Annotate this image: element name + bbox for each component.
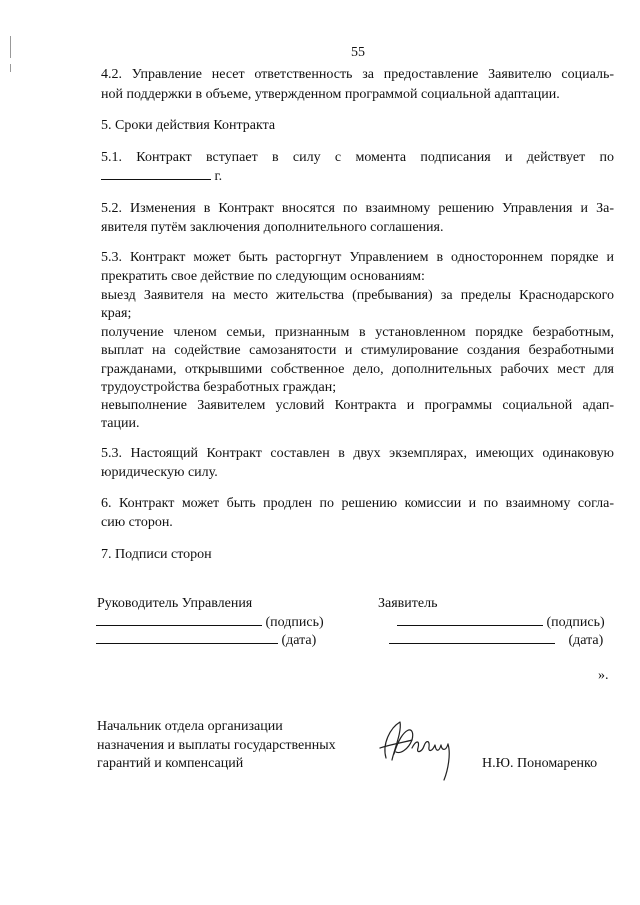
right-signature-blank bbox=[397, 613, 543, 626]
paragraph-5-1-line-2 bbox=[101, 167, 222, 185]
left-date-row bbox=[96, 631, 316, 649]
paragraph-5-3b-line-1: 5.3. Настоящий Контракт составлен в двух экземплярах, имеющих одинаковую bbox=[101, 446, 614, 461]
paragraph-5-3-line-3: выезд Заявителя на место жительства (пребывания) за пределы Краснодарского bbox=[101, 288, 614, 303]
paragraph-6-line-1: 6. Контракт может быть продлен по решению комиссии и по взаимному согла- bbox=[101, 496, 614, 511]
paragraph-4-2-line-1: 4.2. Управление несет ответственность за предоставление Заявителю социаль- bbox=[101, 67, 614, 82]
footer-position-line-2: назначения и выплаты государственных bbox=[97, 738, 336, 753]
paragraph-6-line-2: сию сторон. bbox=[101, 515, 173, 530]
right-date-row bbox=[389, 631, 603, 649]
left-date-label: (дата) bbox=[281, 633, 317, 648]
year-suffix: г. bbox=[214, 169, 223, 184]
paragraph-4-2-line-2: ной поддержки в объеме, утвержденном программой социальной адаптации. bbox=[101, 87, 560, 102]
left-signature-row bbox=[96, 613, 324, 631]
scan-edge-mark bbox=[10, 36, 11, 58]
paragraph-5-3-line-8: трудоустройства безработных граждан; bbox=[101, 380, 337, 395]
right-date-label: (дата) bbox=[568, 633, 604, 648]
left-signature-blank bbox=[96, 613, 262, 626]
right-date-blank bbox=[389, 631, 555, 644]
page-number: 55 bbox=[351, 45, 365, 60]
paragraph-5-3-line-2: прекратить свое действие по следующим основаниям: bbox=[101, 269, 425, 284]
scan-edge-mark bbox=[10, 64, 11, 72]
paragraph-5-3-line-5: получение членом семьи, признанным в установленном порядке безработным, bbox=[101, 325, 614, 340]
paragraph-5-3b-line-2: юридическую силу. bbox=[101, 465, 218, 480]
section-5-heading: 5. Сроки действия Контракта bbox=[101, 118, 276, 133]
section-7-heading: 7. Подписи сторон bbox=[101, 547, 212, 562]
paragraph-5-3-line-4: края; bbox=[101, 306, 132, 321]
paragraph-5-3-line-6: выплат на содействие самозанятости и стимулирование создания безработными bbox=[101, 343, 614, 358]
paragraph-5-2-line-2: явителя путём заключения дополнительного соглашения. bbox=[101, 220, 444, 235]
closing-quote: ». bbox=[598, 668, 609, 683]
paragraph-5-1-line-1: 5.1. Контракт вступает в силу с момента подписания и действует по bbox=[101, 150, 614, 165]
left-date-blank bbox=[96, 631, 278, 644]
paragraph-5-3-line-7: гражданами, открывшими собственное дело, дополнительных рабочих мест для bbox=[101, 362, 614, 377]
paragraph-5-3-line-10: тации. bbox=[101, 416, 140, 431]
date-blank-line bbox=[101, 167, 211, 180]
paragraph-5-2-line-1: 5.2. Изменения в Контракт вносятся по взаимному решению Управления и За- bbox=[101, 201, 614, 216]
right-signature-row bbox=[397, 613, 605, 631]
footer-position-line-3: гарантий и компенсаций bbox=[97, 756, 244, 771]
paragraph-5-3-line-1: 5.3. Контракт может быть расторгнут Управлением в одностороннем порядке и bbox=[101, 250, 614, 265]
right-signature-label: (подпись) bbox=[546, 615, 605, 630]
paragraph-5-3-line-9: невыполнение Заявителем условий Контракта и программы социальной адап- bbox=[101, 398, 614, 413]
footer-signatory-name: Н.Ю. Пономаренко bbox=[482, 756, 598, 771]
footer-position-line-1: Начальник отдела организации bbox=[97, 719, 283, 734]
left-signatory-title: Руководитель Управления bbox=[97, 596, 253, 611]
left-signature-label: (подпись) bbox=[265, 615, 324, 630]
right-signatory-title: Заявитель bbox=[378, 596, 438, 611]
handwritten-signature bbox=[372, 714, 467, 789]
